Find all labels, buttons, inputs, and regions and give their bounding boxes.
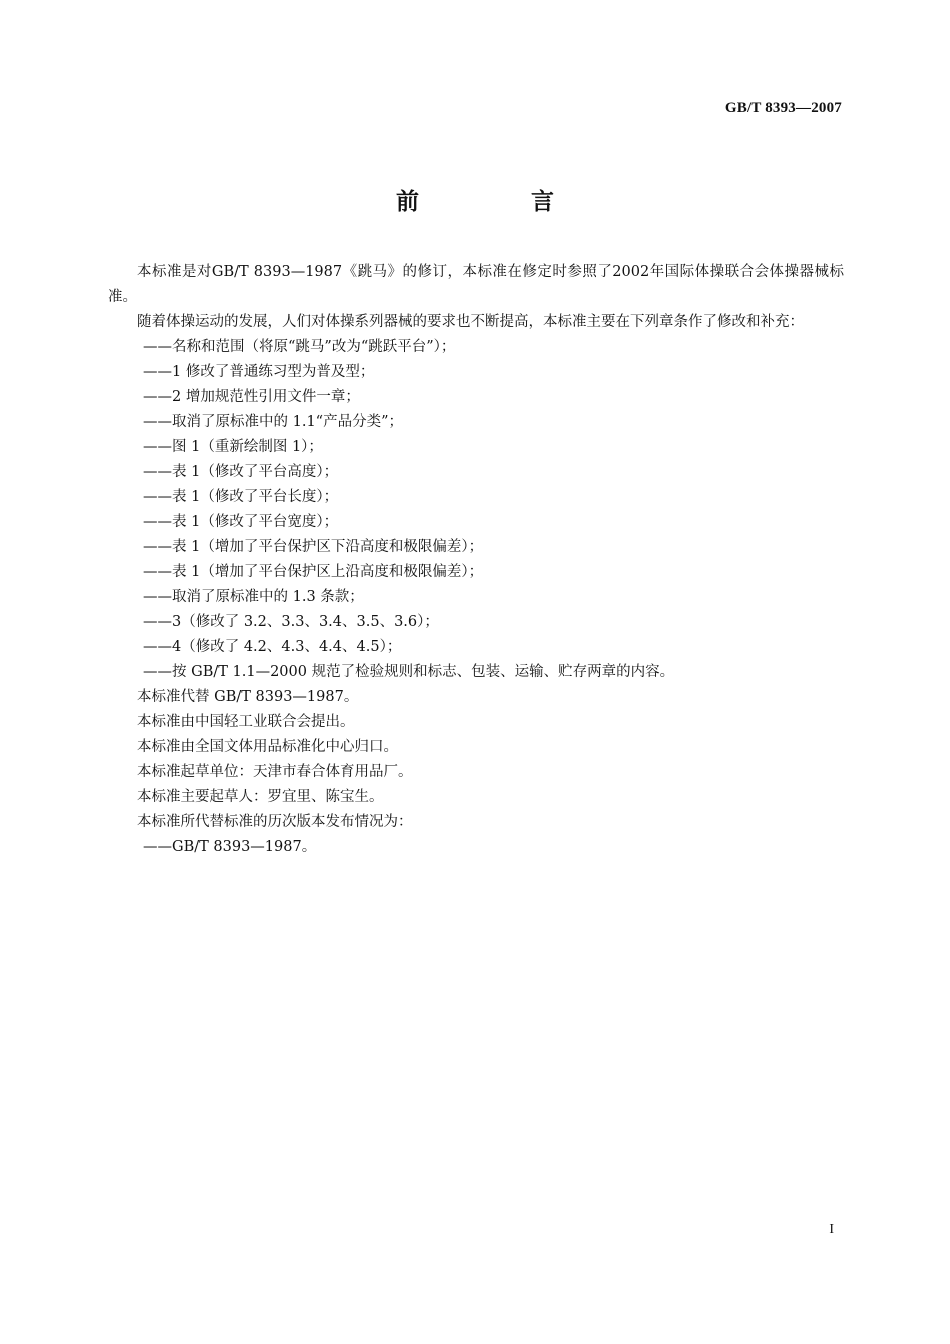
statement-managed-by: 本标准由全国文体用品标准化中心归口。: [137, 739, 398, 755]
page-title: 前 言: [395, 189, 606, 215]
change-item: ——表 1（修改了平台长度）；: [143, 489, 339, 505]
change-item: ——名称和范围（将原“跳马”改为“跳跃平台”）；: [143, 339, 456, 355]
change-item: ——图 1（重新绘制图 1）；: [143, 439, 323, 455]
change-item: ——表 1（增加了平台保护区上沿高度和极限偏差）；: [143, 564, 484, 580]
change-item: ——表 1（增加了平台保护区下沿高度和极限偏差）；: [143, 539, 484, 555]
paragraph-changes-intro: 随着体操运动的发展，人们对体操系列器械的要求也不断提高，本标准主要在下列章条作了修改和补充：: [137, 314, 804, 330]
statement-history-intro: 本标准所代替标准的历次版本发布情况为：: [137, 814, 413, 830]
change-item: ——1 修改了普通练习型为普及型；: [143, 364, 375, 380]
history-item: ——GB/T 8393—1987。: [143, 839, 317, 855]
statement-replaces: 本标准代替 GB/T 8393—1987。: [137, 689, 359, 705]
change-item: ——2 增加规范性引用文件一章；: [143, 389, 360, 405]
change-item: ——4（修改了 4.2、4.3、4.4、4.5）；: [143, 639, 402, 655]
statement-proposed-by: 本标准由中国轻工业联合会提出。: [137, 714, 355, 730]
foreword-body: [108, 260, 844, 860]
change-item: ——表 1（修改了平台宽度）；: [143, 514, 339, 530]
change-item: ——3（修改了 3.2、3.3、3.4、3.5、3.6）；: [143, 614, 439, 630]
change-item: ——按 GB/T 1.1—2000 规范了检验规则和标志、包装、运输、贮存两章的内容。: [143, 664, 675, 680]
statement-drafting-unit: 本标准起草单位：天津市春合体育用品厂。: [137, 764, 413, 780]
change-item: ——取消了原标准中的 1.3 条款；: [143, 589, 364, 605]
change-item: ——取消了原标准中的 1.1“产品分类”；: [143, 414, 403, 430]
standard-code: GB/T 8393—2007: [724, 100, 842, 116]
statement-drafters: 本标准主要起草人：罗宜里、陈宝生。: [137, 789, 384, 805]
change-item: ——表 1（修改了平台高度）；: [143, 464, 339, 480]
paragraph-revision-basis: 本标准是对GB/T 8393—1987《跳马》的修订，本标准在修定时参照了2002年国际体操联合会体操器械标准。: [108, 264, 844, 305]
page-number: I: [829, 1222, 834, 1237]
